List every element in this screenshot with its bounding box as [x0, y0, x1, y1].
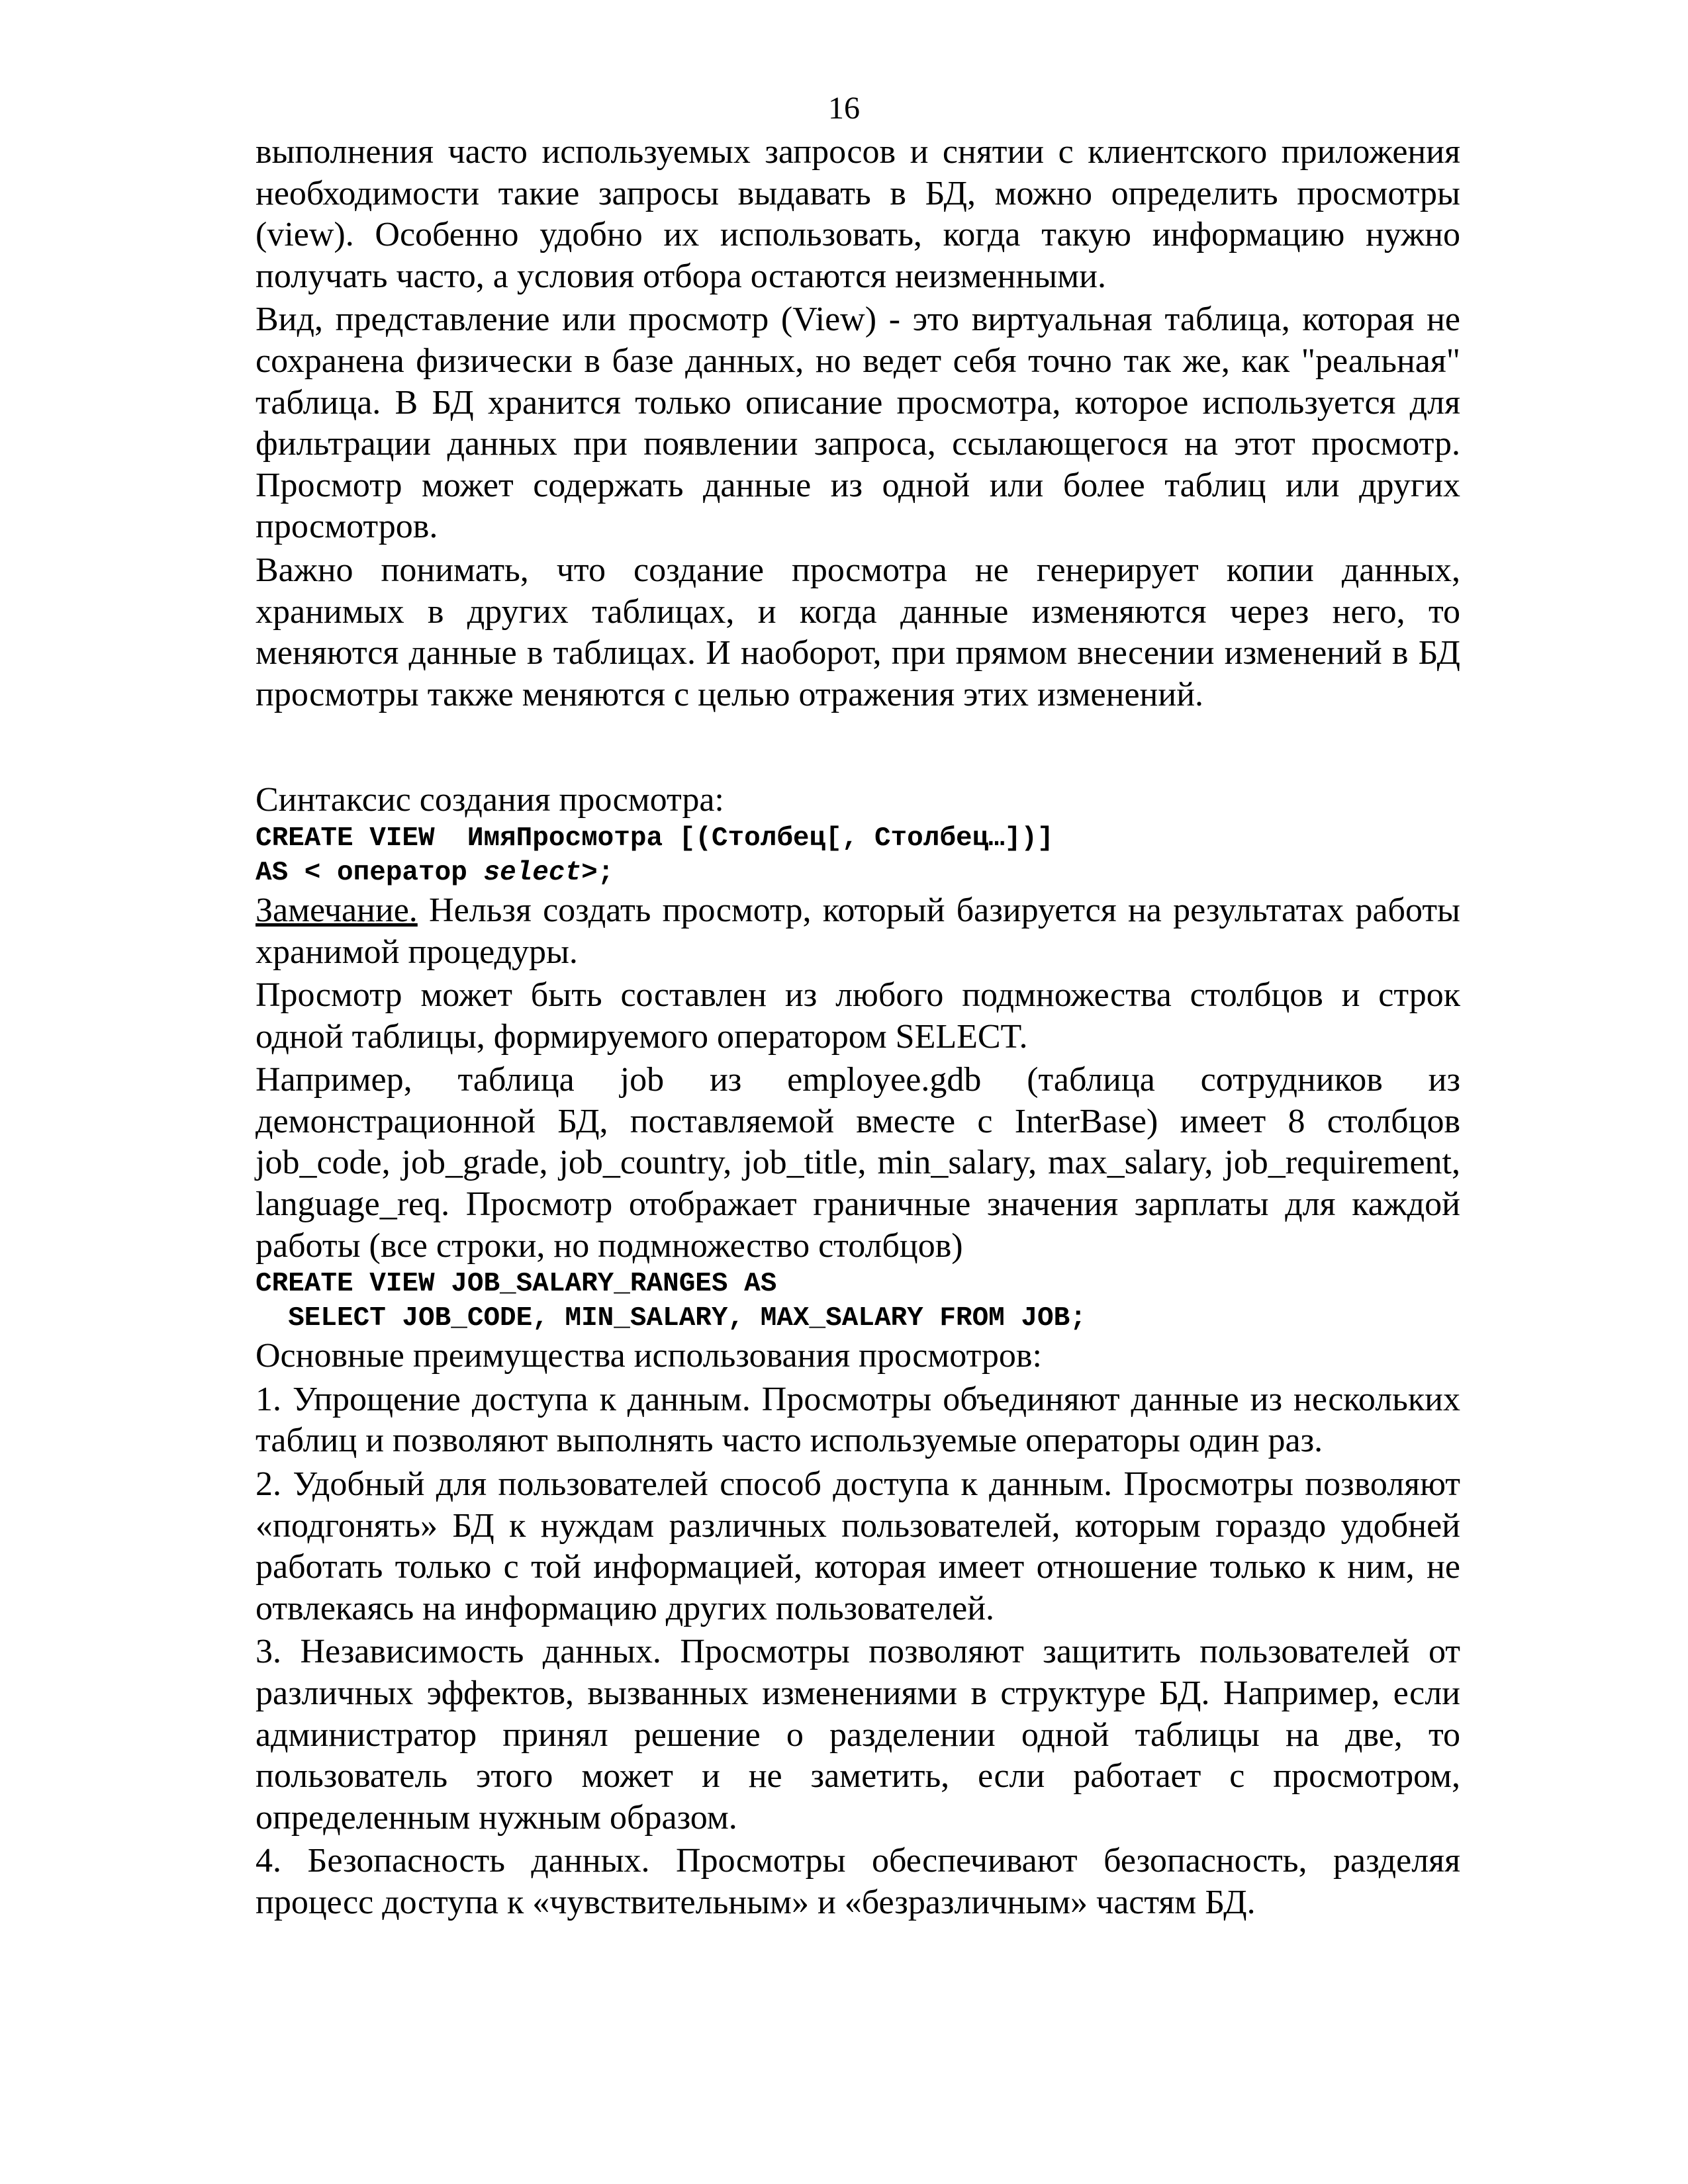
code-syntax-prefix: AS < оператор [256, 857, 484, 888]
paragraph-example: Например, таблица job из employee.gdb (таблица сотрудников из демонстрационной БД, поставляемой вместе с InterBase) имеет 8 столбцов job_code, job_grade, job_country, job_title, min_salary, max_salary, job_requirement, language_req. Просмотр отображает граничные значения зарплаты для каждой работы (все строки, но подмножество столбцов) [256, 1061, 1460, 1265]
syntax-heading: Синтаксис создания просмотра: [256, 781, 724, 819]
page-body [256, 132, 1460, 1924]
code-example-line-2: SELECT JOB_CODE, MIN_SALARY, MAX_SALARY FROM JOB; [256, 1303, 1086, 1334]
paragraph-view-data-copy: Важно понимать, что создание просмотра не генерирует копии данных, хранимых в других таблицах, и когда данные изменяются через него, то меняются данные в таблицах. И наоборот, при прямом внесении изменений в БД просмотры также меняются с целью отражения этих изменений. [256, 551, 1460, 713]
note-label: Замечание. [256, 891, 418, 929]
code-syntax-keyword: select [483, 857, 582, 888]
page-number: 16 [828, 91, 860, 126]
list-item: 1. Упрощение доступа к данным. Просмотры объединяют данные из нескольких таблиц и позволяют выполнять часто используемые операторы один раз. [256, 1380, 1460, 1460]
code-example-line-1: CREATE VIEW JOB_SALARY_RANGES AS [256, 1269, 777, 1300]
list-item: 4. Безопасность данных. Просмотры обеспечивают безопасность, разделяя процесс доступа к «чувствительным» и «безразличным» частям БД. [256, 1842, 1460, 1921]
code-syntax-line-2 [256, 856, 1460, 890]
code-syntax-suffix: >; [581, 857, 614, 888]
code-syntax-line-1: CREATE VIEW ИмяПросмотра [(Столбец[, Столбец…])] [256, 823, 1054, 854]
note-paragraph [256, 890, 1460, 973]
advantages-heading: Основные преимущества использования просмотров: [256, 1337, 1042, 1375]
paragraph-view-definition: Вид, представление или просмотр (View) - это виртуальная таблица, которая не сохранена физически в базе данных, но ведет себя точно так же, как "реальная" таблица. В БД хранится только описание просмотра, которое используется для фильтрации данных при появлении запроса, ссылающегося на этот просмотр. Просмотр может содержать данные из одной или более таблиц или других просмотров. [256, 300, 1460, 546]
list-item: 2. Удобный для пользователей способ доступа к данным. Просмотры позволяют «подгонять» БД к нуждам различных пользователей, которым гораздо удобней работать только с той информацией, которая имеет отношение только к ним, не отвлекаясь на информацию других пользователей. [256, 1465, 1460, 1627]
blank-line [256, 715, 1460, 780]
note-text: Нельзя создать просмотр, который базируется на результатах работы хранимой процедуры. [256, 891, 1460, 971]
list-item: 3. Независимость данных. Просмотры позволяют защитить пользователей от различных эффектов, вызванных изменениями в структуре БД. Например, если администратор принял решение о разделении одной таблицы на две, то пользователь этого может и не заметить, если работает с просмотром, определенным нужным образом. [256, 1633, 1460, 1837]
paragraph-view-subset: Просмотр может быть составлен из любого подмножества столбцов и строк одной таблицы, формируемого оператором SELECT. [256, 976, 1460, 1056]
paragraph-intro-continuation: выполнения часто используемых запросов и снятии с клиентского приложения необходимости такие запросы выдавать в БД, можно определить просмотры (view). Особенно удобно их использовать, когда такую информацию нужно получать часто, а условия отбора остаются неизменными. [256, 133, 1460, 295]
